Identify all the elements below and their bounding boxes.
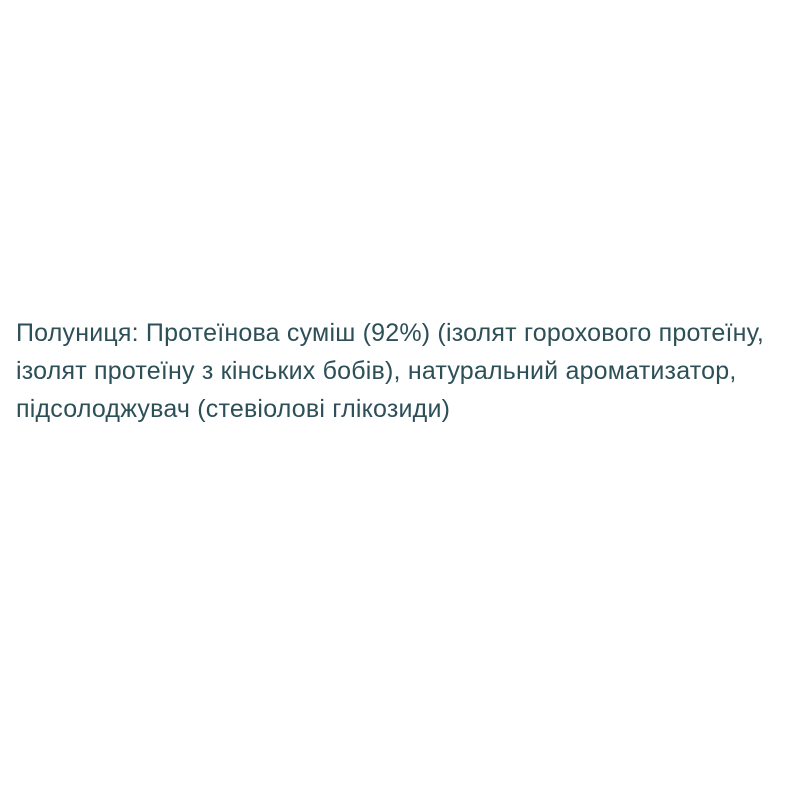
ingredients-line-1: Полуниця: Протеїнова суміш (92%) (ізолят горохового протеїну, <box>16 319 764 347</box>
ingredients-text-block <box>16 314 796 428</box>
ingredients-line-3: підсолоджувач (стевіолові глікозиди) <box>16 395 451 423</box>
ingredients-line-2: ізолят протеїну з кінських бобів), натуральний ароматизатор, <box>16 357 737 385</box>
